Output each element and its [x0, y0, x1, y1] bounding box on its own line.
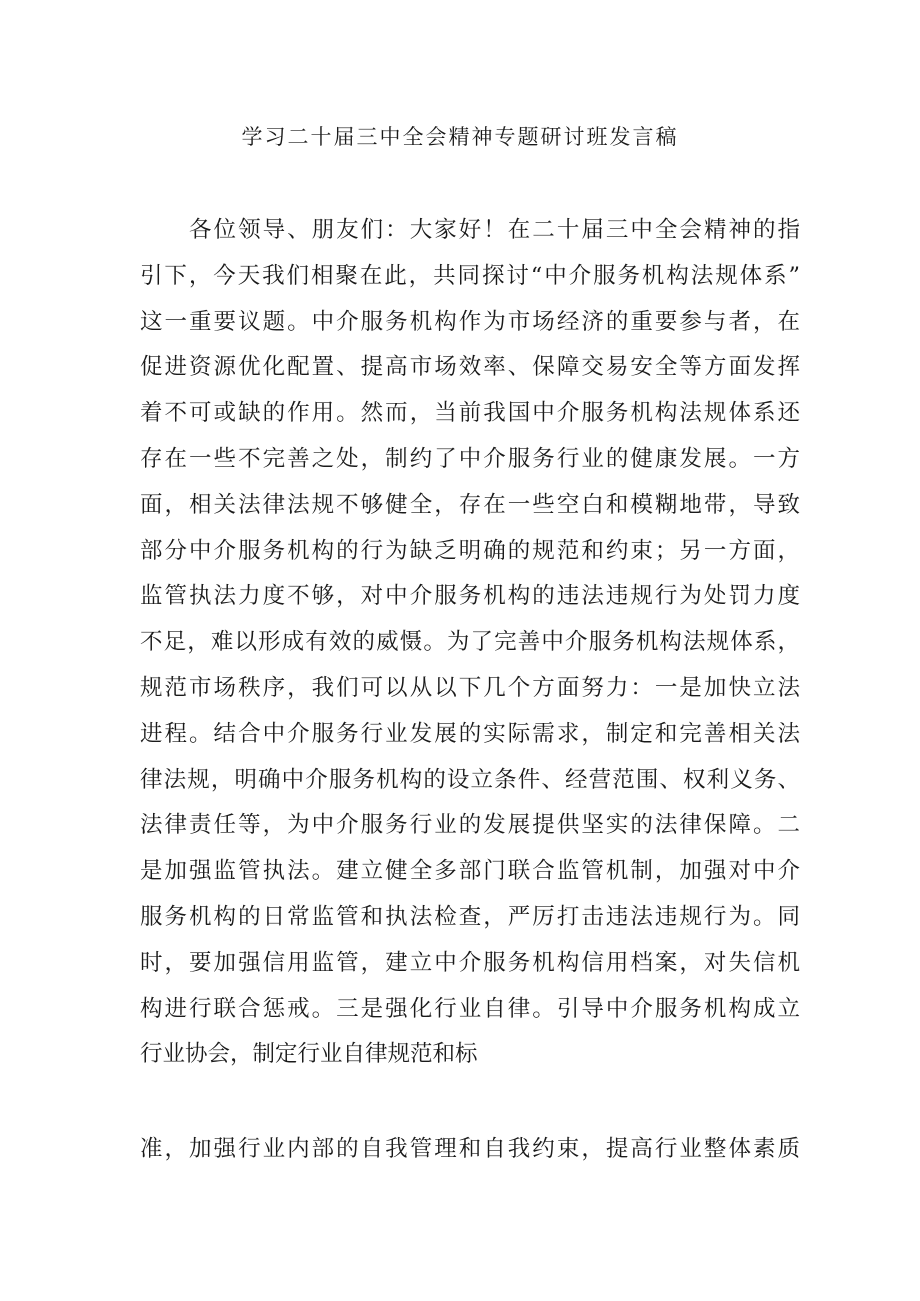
body-line: 存在一些不完善之处，制约了中介服务行业的健康发展。一方: [140, 445, 800, 472]
body-line: 引下，今天我们相聚在此，共同探讨“中介服务机构法规体系”: [140, 262, 800, 289]
body-line: 进程。结合中介服务行业发展的实际需求，制定和完善相关法: [140, 720, 800, 747]
body-line: 规范市场秩序，我们可以从以下几个方面努力：一是加快立法: [140, 674, 800, 701]
body-line: 是加强监管执法。建立健全多部门联合监管机制，加强对中介: [140, 858, 800, 885]
body-line: 行业协会，制定行业自律规范和标: [140, 1041, 478, 1068]
body-line: 着不可或缺的作用。然而，当前我国中介服务机构法规体系还: [140, 400, 800, 427]
document-body: [140, 213, 800, 1083]
body-line: 各位领导、朋友们：大家好！在二十届三中全会精神的指: [140, 217, 800, 243]
document-title: 学习二十届三中全会精神专题研讨班发言稿: [241, 125, 679, 149]
body-line: 律法规，明确中介服务机构的设立条件、经营范围、权利义务、: [140, 766, 800, 793]
body-continuation-line: 准，加强行业内部的自我管理和自我约束，提高行业整体素质: [140, 1136, 800, 1162]
body-line: 时，要加强信用监管，建立中介服务机构信用档案，对失信机: [140, 949, 800, 976]
body-line: 促进资源优化配置、提高市场效率、保障交易安全等方面发挥: [140, 354, 800, 381]
body-line: 监管执法力度不够，对中介服务机构的违法违规行为处罚力度: [140, 583, 800, 610]
body-line: 不足，难以形成有效的威慑。为了完善中介服务机构法规体系，: [140, 629, 800, 656]
body-line: 这一重要议题。中介服务机构作为市场经济的重要参与者，在: [140, 308, 800, 335]
body-line: 法律责任等，为中介服务行业的发展提供坚实的法律保障。二: [140, 812, 800, 839]
body-line: 面，相关法律法规不够健全，存在一些空白和模糊地带，导致: [140, 491, 800, 518]
body-line: 服务机构的日常监管和执法检查，严厉打击违法违规行为。同: [140, 903, 800, 930]
body-line: 构进行联合惩戒。三是强化行业自律。引导中介服务机构成立: [140, 995, 800, 1022]
body-line: 部分中介服务机构的行为缺乏明确的规范和约束；另一方面，: [140, 537, 800, 564]
